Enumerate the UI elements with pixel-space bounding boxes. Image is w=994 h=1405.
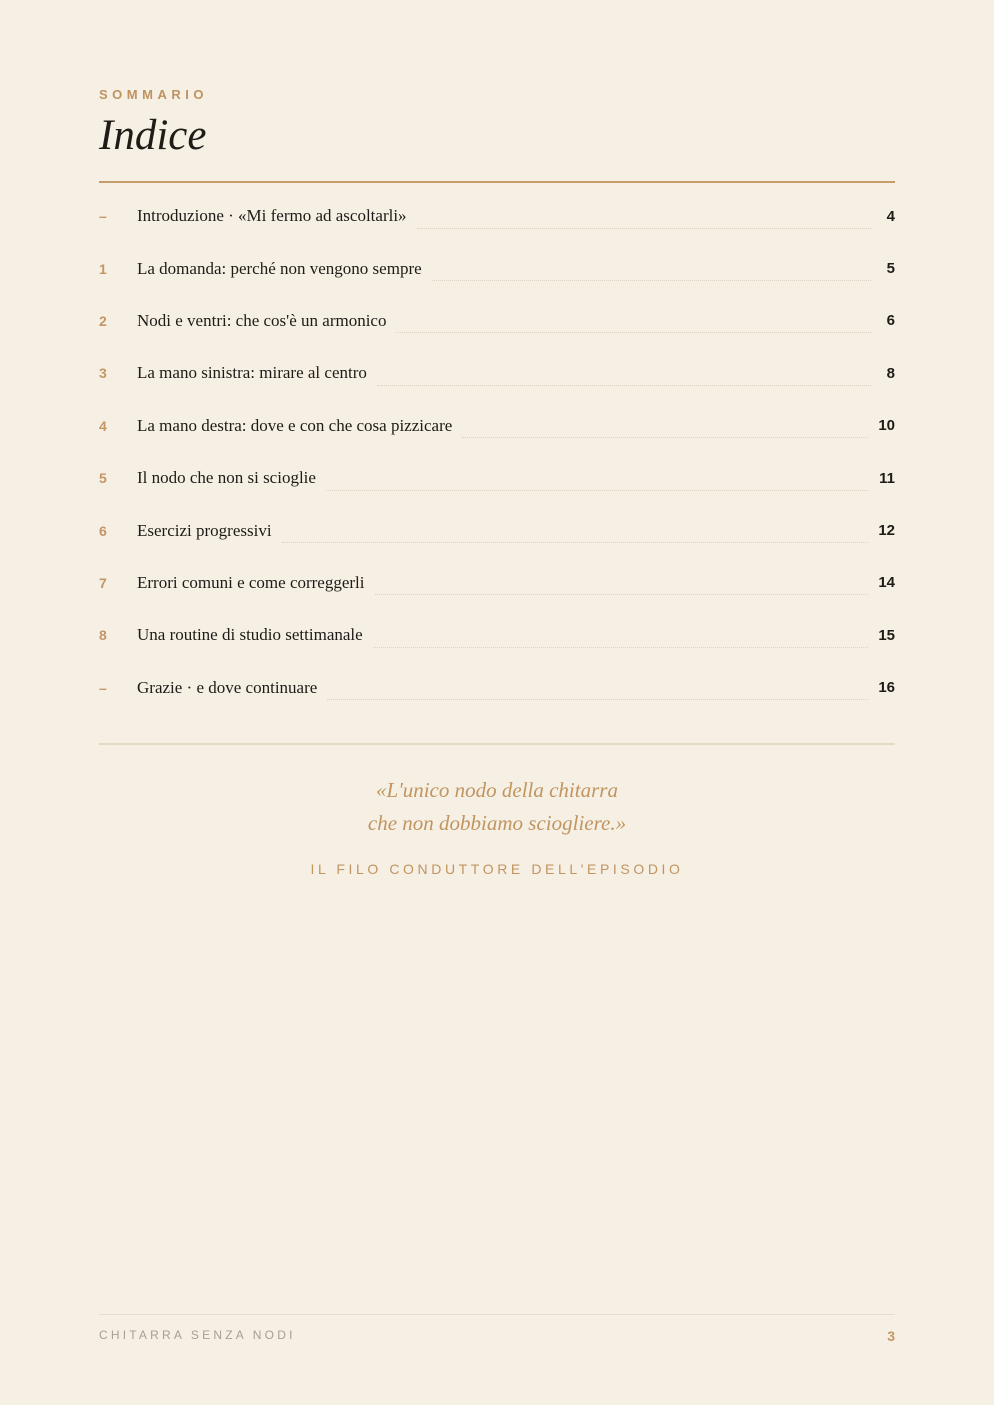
section-divider	[99, 743, 895, 745]
dot-leader	[417, 228, 871, 229]
footer-divider	[99, 1314, 895, 1315]
dot-leader	[373, 647, 869, 648]
toc-entry-number: 3	[99, 365, 107, 382]
toc-entry-number: 6	[99, 522, 107, 539]
page-title: Indice	[99, 112, 207, 159]
toc-entry-number: 5	[99, 470, 107, 487]
quote-line-2: che non dobbiamo sciogliere.»	[367, 811, 627, 835]
toc-entry-page: 6	[886, 312, 895, 330]
toc-entry-title: Grazie · e dove continuare	[137, 677, 318, 697]
toc-entry-page: 16	[878, 679, 895, 697]
page-number: 3	[887, 1328, 895, 1344]
toc-entry-number: 8	[99, 627, 107, 644]
toc-entry-chapter-5[interactable]	[99, 452, 895, 504]
quote-caption: IL FILO CONDUTTORE DELL'EPISODIO	[310, 861, 684, 877]
toc-entry-chapter-4[interactable]	[99, 400, 895, 452]
quote-line-1: «L'unico nodo della chitarra	[376, 778, 618, 802]
table-of-contents	[99, 190, 895, 714]
toc-entry-title: Errori comuni e come correggerli	[137, 572, 365, 592]
toc-entry-number: 7	[99, 574, 107, 591]
title-divider	[99, 181, 895, 183]
toc-entry-number: 4	[99, 417, 107, 434]
dot-leader	[462, 437, 868, 438]
dot-leader	[432, 280, 871, 281]
dot-leader	[377, 385, 871, 386]
page	[99, 0, 895, 1405]
toc-entry-title: La mano destra: dove e con che cosa pizzicare	[137, 415, 453, 435]
toc-entry-number: –	[99, 208, 107, 225]
toc-entry-page: 12	[878, 522, 895, 540]
toc-entry-title: La mano sinistra: mirare al centro	[137, 363, 367, 383]
toc-entry-page: 8	[886, 364, 895, 382]
toc-entry-number: 2	[99, 312, 107, 329]
toc-entry-chapter-2[interactable]	[99, 295, 895, 347]
toc-entry-chapter-8[interactable]	[99, 609, 895, 661]
toc-entry-number: –	[99, 679, 107, 696]
toc-entry-page: 5	[886, 260, 895, 278]
dot-leader	[282, 542, 869, 543]
toc-entry-chapter-7[interactable]	[99, 557, 895, 609]
dot-leader	[326, 490, 869, 491]
toc-entry-page: 15	[878, 626, 895, 644]
toc-entry-title: Nodi e ventri: che cos'è un armonico	[137, 310, 387, 330]
toc-entry-chapter-1[interactable]	[99, 242, 895, 294]
toc-entry-number: 1	[99, 260, 107, 277]
toc-entry-chapter-6[interactable]	[99, 504, 895, 556]
toc-entry-chapter-3[interactable]	[99, 347, 895, 399]
dot-leader	[375, 594, 869, 595]
toc-entry-page: 11	[879, 469, 895, 487]
toc-entry-page: 10	[878, 417, 895, 435]
toc-entry-title: Il nodo che non si scioglie	[137, 468, 316, 488]
epigraph-quote	[99, 774, 895, 840]
dot-leader	[396, 332, 871, 333]
running-footer-title: CHITARRA SENZA NODI	[99, 1328, 296, 1342]
toc-entry-title: Introduzione · «Mi fermo ad ascoltarli»	[137, 206, 407, 226]
section-kicker: SOMMARIO	[99, 87, 208, 102]
toc-entry-title: Esercizi progressivi	[137, 520, 272, 540]
dot-leader	[327, 699, 868, 700]
toc-entry-page: 4	[886, 207, 895, 225]
toc-entry-title: La domanda: perché non vengono sempre	[137, 258, 422, 278]
toc-entry-intro[interactable]	[99, 190, 895, 242]
toc-entry-title: Una routine di studio settimanale	[137, 625, 363, 645]
toc-entry-page: 14	[878, 574, 895, 592]
toc-entry-outro[interactable]	[99, 662, 895, 714]
